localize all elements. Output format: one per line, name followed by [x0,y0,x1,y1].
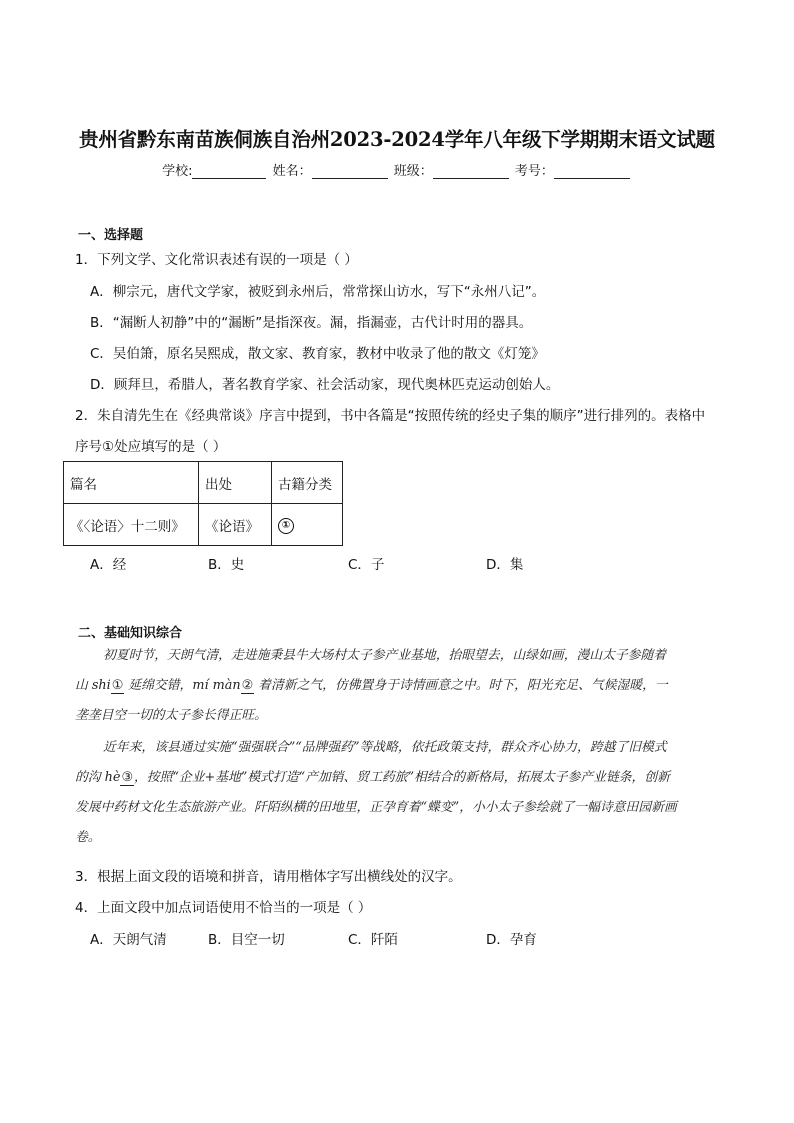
blank-3: ③ [121,770,133,785]
table-cell: 《〈论语〉十二则》 [64,504,199,546]
school-label: 学校: [162,164,193,179]
number-label: 考号： [514,164,554,179]
question-1-stem: 1．下列文学、文化常识表述有误的一项是（ ） [75,252,358,268]
passage-text: ，按照“企业+基地”模式打造“产加销、贸工药旅”相结合的新格局，拓展太子参产业链条，创新 [133,770,670,785]
question-4-option-c: C．阡陌 [348,932,398,948]
table-header-row [64,462,343,504]
section-heading-basics: 二、基础知识综合 [78,626,183,641]
passage-text: 的沟 hè [75,770,121,785]
table-cell [272,504,343,546]
table-header-cell: 篇名 [64,462,199,504]
passage-text: 着清新之气，仿佛置身于诗情画意之中。时下，阳光充足、气候湿暖，一 [254,678,668,693]
table-header-cell: 古籍分类 [272,462,343,504]
section-heading-choice: 一、选择题 [78,228,144,243]
question-3-stem: 3．根据上面文段的语境和拼音，请用楷体字写出横线处的汉字。 [75,869,462,885]
passage-line: 卷。 [75,830,101,845]
blank-2: ② [241,678,254,693]
question-1-option-d: D．顾拜旦，希腊人，著名教育学家、社会活动家，现代奥林匹克运动创始人。 [90,377,560,393]
table-row [64,504,343,546]
student-info-line [0,160,794,179]
name-blank [312,164,388,179]
answer-marker: ① [278,518,294,534]
question-2-option-c: C．子 [348,557,385,573]
question-2-stem-line1: 2．朱自清先生在《经典常谈》序言中提到，书中各篇是“按照传统的经史子集的顺序”进行排列的。表格中 [75,408,706,424]
passage-line [75,671,723,701]
page-title: 贵州省黔东南苗族侗族自治州2023-2024学年八年级下学期期末语文试题 [79,128,715,151]
question-2-option-d: D．集 [486,557,524,573]
question-1-option-a: A．柳宗元，唐代文学家，被贬到永州后，常常探山访水，写下“永州八记”。 [90,284,546,300]
reading-passage-p1 [75,641,723,731]
table-header-cell: 出处 [199,462,272,504]
blank-1: ① [111,678,124,693]
passage-line [75,763,723,793]
class-blank [433,164,509,179]
passage-line: 发展中药材文化生态旅游产业。阡陌纵横的田地里，正孕育着“蝶变”，小小太子参绘就了一幅诗意田园新画 [75,800,677,815]
question-4-option-b: B．目空一切 [208,932,285,948]
question-4-option-d: D．孕育 [486,932,537,948]
passage-text: 山 shi [75,678,111,693]
reading-passage-p2 [75,733,723,853]
question-1-option-c: C．吴伯箫，原名吴熙成，散文家、教育家，教材中收录了他的散文《灯笼》 [90,346,545,362]
question-4-stem: 4．上面文段中加点词语使用不恰当的一项是（ ） [75,900,372,916]
table-cell: 《论语》 [199,504,272,546]
number-blank [554,164,630,179]
question-4-option-a: A．天朗气清 [90,932,167,948]
question-1-option-b: B．“漏断人初静”中的“漏断”是指深夜。漏，指漏壶，古代计时用的器具。 [90,315,533,331]
question-2-stem-line2: 序号①处应填写的是（ ） [75,439,227,455]
passage-line: 垄垄目空一切的太子参长得正旺。 [75,708,267,723]
passage-line: 近年来，该县通过实施“强强联合”“品牌强药”等战略，依托政策支持，群众齐心协力，跨越了旧模式 [103,740,667,755]
class-label: 班级： [393,164,433,179]
question-2-option-a: A．经 [90,557,127,573]
passage-text: 延绵交错，mí màn [124,678,241,693]
question-2-option-b: B．史 [208,557,245,573]
name-label: 姓名： [272,164,312,179]
classics-table [63,461,343,546]
school-blank [192,164,266,179]
passage-line: 初夏时节，天朗气清，走进施秉县牛大场村太子参产业基地，抬眼望去，山绿如画，漫山太子参随着 [103,648,667,663]
